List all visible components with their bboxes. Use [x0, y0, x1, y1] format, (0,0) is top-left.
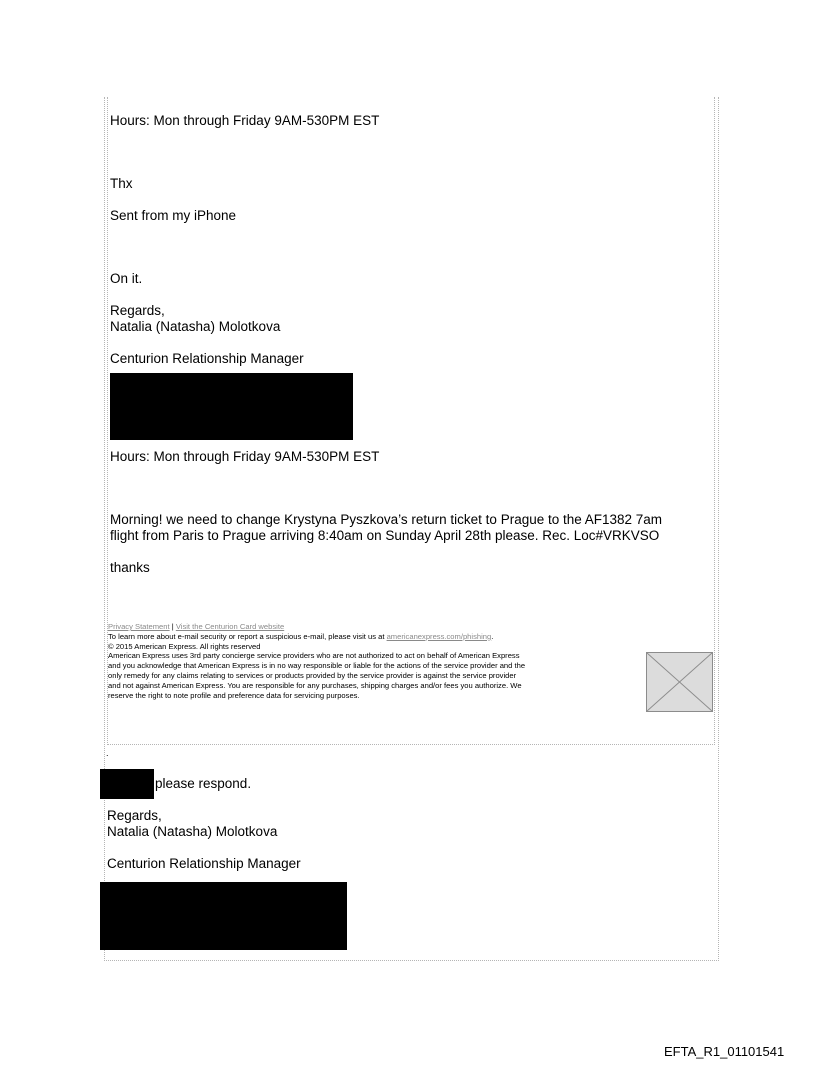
hours-text-1: Hours: Mon through Friday 9AM-530PM EST	[110, 113, 380, 128]
inner-border-bottom	[107, 744, 715, 745]
sender-title-2: Centurion Relationship Manager	[107, 856, 301, 871]
thanks-text: thanks	[110, 560, 150, 575]
disclaimer-line: reserve the right to note profile and preference data for servicing purposes.	[108, 690, 360, 700]
dot-marker: .	[106, 748, 109, 758]
centurion-website-link[interactable]: Visit the Centurion Card website	[175, 622, 285, 631]
redaction-block-1	[110, 373, 353, 440]
security-text: To learn more about e-mail security or report a suspicious e-mail, please visit us at	[108, 631, 387, 641]
request-line-2: flight from Paris to Prague arriving 8:40am on Sunday April 28th please. Rec. Loc#VRKVSO	[110, 528, 660, 543]
sender-name-1: Natalia (Natasha) Molotkova	[110, 319, 281, 334]
security-end: .	[491, 631, 494, 641]
regards-text-1: Regards,	[110, 303, 165, 318]
sender-name-2: Natalia (Natasha) Molotkova	[107, 824, 278, 839]
outer-border-right	[718, 97, 719, 961]
phishing-link[interactable]: americanexpress.com/phishing	[386, 631, 492, 641]
outer-border-left	[104, 97, 105, 961]
privacy-statement-link[interactable]: Privacy Statement	[108, 622, 170, 631]
disclaimer-line: only remedy for any claims relating to services or products provided by the service provider is against the service provider	[108, 670, 517, 680]
disclaimer-line: and not against American Express. You are responsible for any purchases, shipping charges and/or fees you authorize. We	[108, 680, 522, 690]
outer-border-bottom	[104, 960, 719, 961]
sent-from-text: Sent from my iPhone	[110, 208, 237, 223]
sender-title-1: Centurion Relationship Manager	[110, 351, 304, 366]
redaction-block-3	[100, 882, 347, 950]
inner-border-right	[714, 97, 715, 745]
amex-footer	[108, 622, 648, 700]
thx-text: Thx	[110, 176, 133, 191]
document-id: EFTA_R1_01101541	[664, 1044, 785, 1059]
hours-text-2: Hours: Mon through Friday 9AM-530PM EST	[110, 449, 380, 464]
request-line-1: Morning! we need to change Krystyna Pyszkova’s return ticket to Prague to the AF1382 7am	[110, 512, 663, 527]
disclaimer-line: American Express uses 3rd party concierge service providers who are not authorized to act on behalf of American Express	[108, 651, 520, 661]
copyright-text: © 2015 American Express. All rights reserved	[108, 641, 261, 651]
broken-image-icon	[646, 652, 713, 712]
footer-separator: |	[169, 622, 176, 631]
redaction-block-2	[100, 769, 154, 799]
disclaimer-line: and you acknowledge that American Express is in no way responsible or liable for the actions of the service provider and the	[108, 661, 526, 671]
please-respond-text: please respond.	[155, 776, 252, 791]
regards-text-2: Regards,	[107, 808, 162, 823]
on-it-text: On it.	[110, 271, 143, 286]
